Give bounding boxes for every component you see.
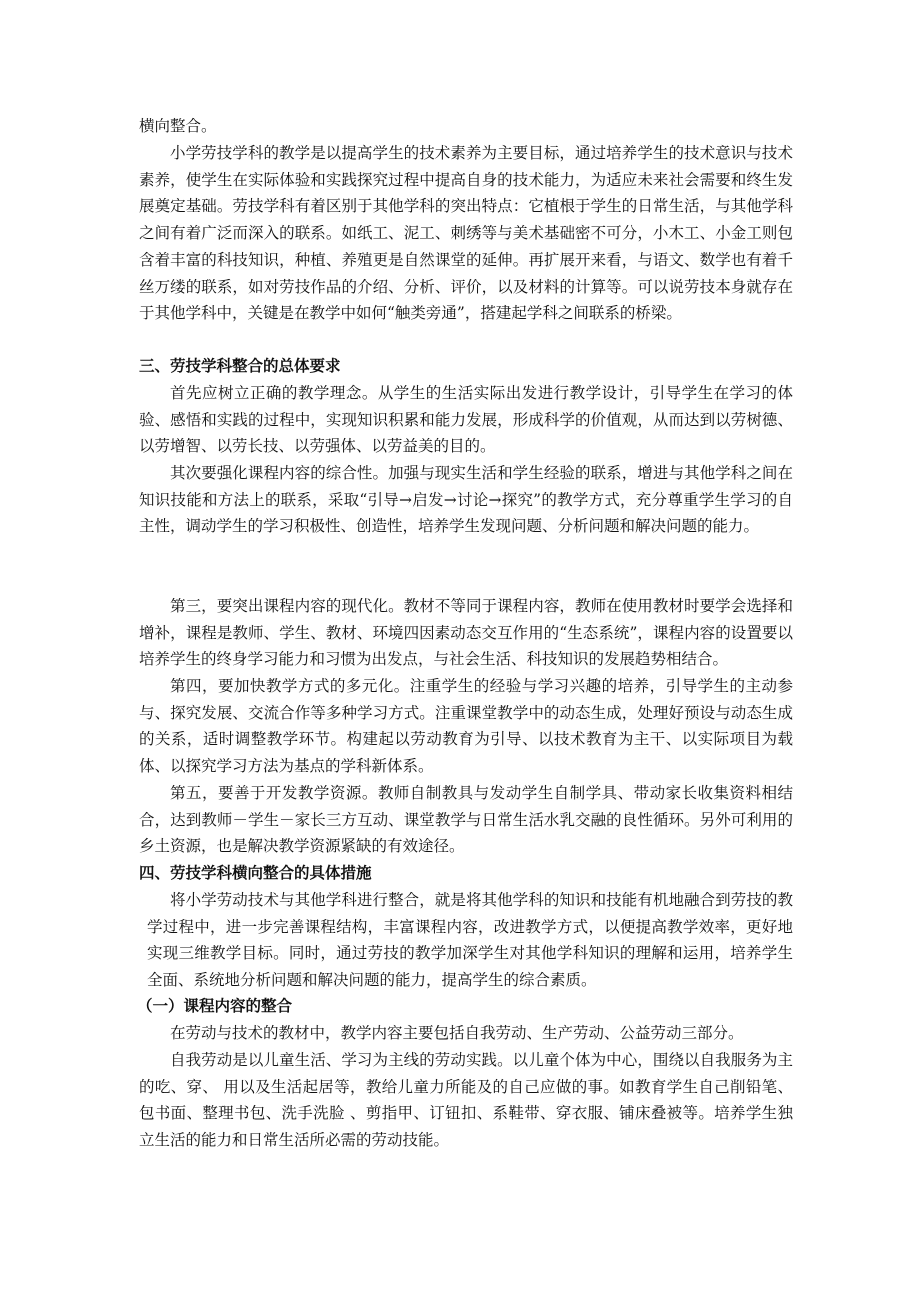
paragraph-fourth-requirement: 第四，要加快教学方式的多元化。注重学生的经验与学习兴趣的培养，引导学生的主动参与、探究发展、交流合作等多种学习方式。注重课堂教学中的动态生成，处理好预设与动态生成的关系，适时调整教学环节。构建起以劳动教育为引导、以技术教育为主干、以实际项目为载体、以探究学习方法为基点的学科新体系。 <box>139 677 793 776</box>
paragraph-overview: 小学劳技学科的教学是以提高学生的技术素养为主要目标，通过培养学生的技术意识与技术素养，使学生在实际体验和实践探究过程中提高自身的技术能力，为适应未来社会需要和终生发展奠定基础。劳技学科有着区别于其他学科的突出特点：它植根于学生的日常生活，与其他学科之间有着广泛而深入的联系。如纸工、泥工、刺绣等与美术基础密不可分，小木工、小金工则包含着丰富的科技知识，种植、养殖更是自然课堂的延伸。再扩展开来看，与语文、数学也有着千丝万缕的联系，如对劳技作品的介绍、分析、评价，以及材料的计算等。可以说劳技本身就存在于其他学科中，关键是在教学中如何“触类旁通”，搭建起学科之间联系的桥梁。 <box>139 144 793 323</box>
paragraph-third-requirement: 第三，要突出课程内容的现代化。教材不等同于课程内容，教师在使用教材时要学会选择和增补，课程是教师、学生、教材、环境四因素动态交互作用的“生态系统”，课程内容的设置要以培养学生的终身学习能力和习惯为出发点，与社会生活、科技知识的发展趋势相结合。 <box>139 597 793 669</box>
paragraph-fifth-requirement: 第五，要善于开发教学资源。教师自制教具与发动学生自制学具、带动家长收集资料相结合，达到教师－学生－家长三方互动、课堂教学与日常生活水乳交融的良性循环。另外可利用的乡土资源，也是解决教学资源紧缺的有效途径。 <box>139 784 793 856</box>
paragraph-second-requirement: 其次要强化课程内容的综合性。加强与现实生活和学生经验的联系，增进与其他学科之间在知识技能和方法上的联系，采取“引导→启发→讨论→探究”的教学方式，充分尊重学生学习的自主性，调动学生的学习积极性、创造性，培养学生发现问题、分析问题和解决问题的能力。 <box>139 464 793 536</box>
section-heading-4: 四、劳技学科横向整合的具体措施 <box>139 864 372 882</box>
paragraph-continuation: 横向整合。 <box>139 117 217 135</box>
paragraph-self-labor: 自我劳动是以儿童生活、学习为主线的劳动实践。以儿童个体为中心，围绕以自我服务为主的吃、穿、 用以及生活起居等，教给儿童力所能及的自己应做的事。如教育学生自己削铅笔、包书面、整理书包、洗手洗脸 、剪指甲、订钮扣、系鞋带、穿衣服、铺床叠被等。培养学生独立生活的能力和日常生活所必需的劳动技能。 <box>139 1051 793 1150</box>
section-heading-3: 三、劳技学科整合的总体要求 <box>139 357 341 375</box>
paragraph-first-requirement: 首先应树立正确的教学理念。从学生的生活实际出发进行教学设计，引导学生在学习的体验、感悟和实践的过程中，实现知识积累和能力发展，形成科学的价值观，从而达到以劳树德、以劳增智、以劳长技、以劳强体、以劳益美的目的。 <box>139 384 793 456</box>
subsection-heading-1: （一）课程内容的整合 <box>137 997 293 1015</box>
paragraph-content-categories: 在劳动与技术的教材中，教学内容主要包括自我劳动、生产劳动、公益劳动三部分。 <box>170 1024 744 1042</box>
paragraph-integration-intro: 将小学劳动技术与其他学科进行整合，就是将其他学科的知识和技能有机地融合到劳技的教学过程中，进一步完善课程结构，丰富课程内容，改进教学方式，以便提高教学效率，更好地实现三维教学目标。同时，通过劳技的教学加深学生对其他学科知识的理解和运用，培养学生全面、系统地分析问题和解决问题的能力，提高学生的综合素质。 <box>147 891 793 990</box>
